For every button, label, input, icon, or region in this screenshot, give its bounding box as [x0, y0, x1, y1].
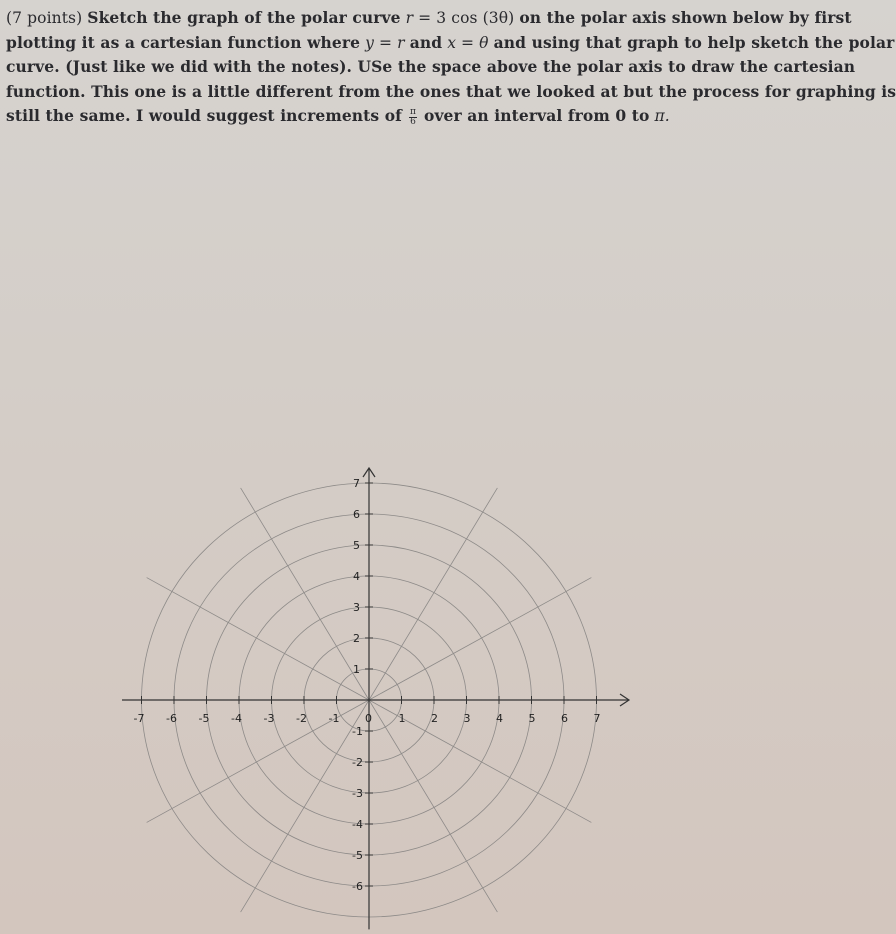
line1-text-a: Sketch the graph of the polar curve [87, 8, 401, 27]
polar-spoke-30 [369, 578, 591, 700]
y-tick-label: -5 [352, 849, 363, 862]
x-tick-label: 0 [365, 712, 372, 725]
y-tick-label: -6 [352, 880, 363, 893]
y-tick-label: -2 [352, 756, 363, 769]
pi-end: π. [654, 107, 670, 125]
x-tick-label: -7 [133, 712, 145, 725]
y-tick-label: -4 [352, 818, 363, 831]
y-tick-label: 5 [353, 539, 360, 552]
line2-text-b: and using that graph to help sketch the polar [493, 32, 895, 52]
line5-text-b: over an interval from 0 to [424, 106, 650, 125]
y-tick-label: 3 [353, 601, 360, 614]
x-tick-label: 5 [528, 712, 536, 725]
polar-equation: r = 3 cos (3θ) [405, 9, 515, 27]
y-tick-label: -3 [352, 787, 363, 800]
polar-spoke-60 [369, 488, 497, 700]
x-tick-label: 3 [463, 712, 471, 725]
y-tick-label: 2 [353, 632, 360, 645]
points-label: (7 points) [6, 9, 83, 27]
polar-spoke-150 [147, 578, 369, 700]
x-tick-label: 4 [496, 712, 503, 725]
polar-spoke-300 [369, 700, 497, 912]
y-equals-r: y = r [365, 33, 405, 52]
line1-text-b: on the polar axis shown below by first [519, 8, 852, 27]
x-tick-label: -2 [296, 712, 307, 725]
x-equals-theta: x = θ [447, 33, 489, 52]
polar-axes [122, 468, 629, 929]
x-tick-label: -3 [263, 712, 275, 725]
x-tick-label: 1 [398, 712, 406, 725]
line5-text-a: still the same. I would suggest increments of [6, 106, 402, 125]
x-tick-label: 7 [593, 712, 601, 725]
problem-line-4: function. This one is a little different from the ones that we looked at but the process for graphing is [6, 81, 896, 101]
x-tick-label: -1 [328, 712, 340, 725]
pi-over-6-fraction: $\frac{\pi}{6}$ [409, 106, 416, 127]
y-tick-label: 4 [353, 570, 360, 583]
y-tick-label: 1 [353, 663, 360, 676]
problem-line-2: plotting it as a cartesian function where y = r and x = θ and using that graph to help sketch the polar [6, 32, 895, 52]
y-tick-label: -1 [352, 725, 363, 738]
x-tick-label: -6 [166, 712, 177, 725]
y-tick-label: 7 [353, 477, 360, 490]
problem-line-3: curve. (Just like we did with the notes). USe the space above the polar axis to draw the cartesian [6, 57, 856, 76]
x-tick-label: -4 [231, 712, 242, 725]
line2-text-a: plotting it as a cartesian function where [6, 32, 361, 52]
polar-spoke-120 [241, 488, 369, 700]
x-tick-label: 6 [561, 712, 568, 725]
x-tick-label: -5 [198, 712, 210, 725]
y-tick-label: 6 [353, 508, 360, 521]
polar-spoke-240 [241, 700, 369, 912]
x-tick-label: 2 [431, 712, 438, 725]
